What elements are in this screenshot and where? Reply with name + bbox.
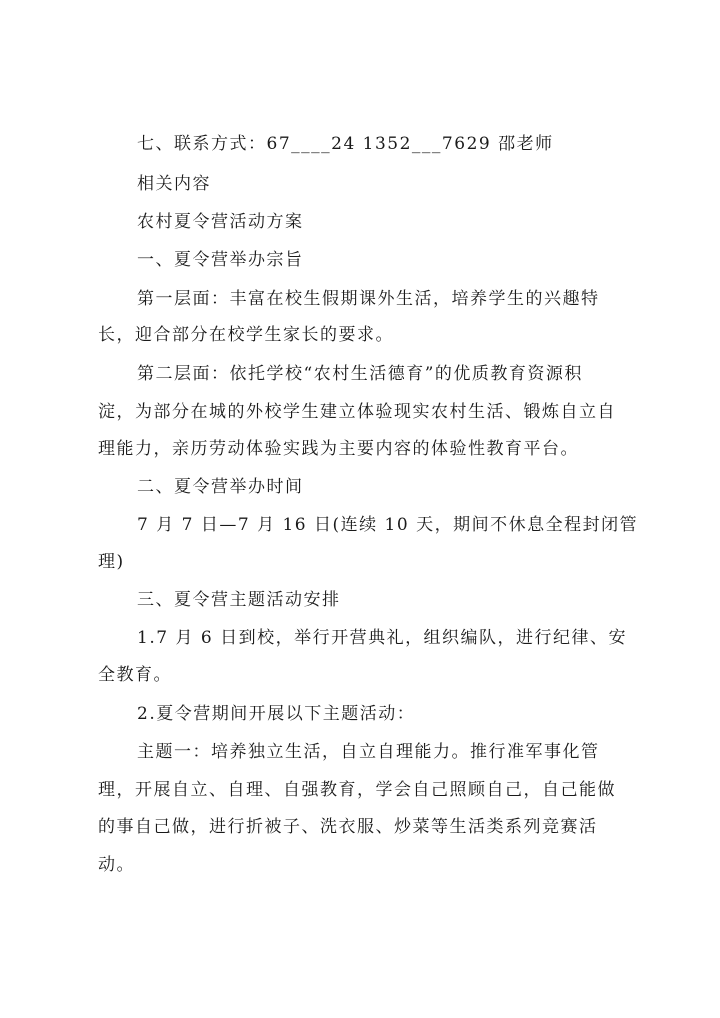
paragraph-line: 全教育。	[98, 665, 172, 685]
paragraph-line: 的事自己做，进行折被子、洗衣服、炒菜等生活类系列竞赛活	[98, 817, 598, 837]
paragraph-line: 7 月 7 日—7 月 16 日(连续 10 天，期间不休息全程封闭管	[137, 515, 639, 535]
paragraph-line: 主题一：培养独立生活，自立自理能力。推行准军事化管	[137, 742, 600, 762]
paragraph-line: 2.夏令营期间开展以下主题活动：	[137, 704, 416, 724]
document-title: 农村夏令营活动方案	[137, 212, 304, 232]
paragraph-line: 理)	[98, 552, 125, 572]
paragraph-line: 第一层面：丰富在校生假期课外生活，培养学生的兴趣特	[137, 289, 600, 309]
section-heading-time: 二、夏令营举办时间	[137, 477, 304, 497]
paragraph-line: 理，开展自立、自理、自强教育，学会自己照顾自己，自己能做	[98, 780, 616, 800]
paragraph-line: 1.7 月 6 日到校，举行开营典礼，组织编队，进行纪律、安	[137, 628, 628, 648]
contact-info-line: 七、联系方式：67____24 1352___7629 邵老师	[137, 134, 554, 154]
section-heading-purpose: 一、夏令营举办宗旨	[137, 250, 304, 270]
paragraph-line: 淀，为部分在城的外校学生建立体验现实农村生活、锻炼自立自	[98, 402, 616, 422]
section-heading-activities: 三、夏令营主题活动安排	[137, 590, 341, 610]
paragraph-line: 动。	[98, 855, 135, 875]
paragraph-line: 理能力，亲历劳动体验实践为主要内容的体验性教育平台。	[98, 439, 579, 459]
paragraph-line: 第二层面：依托学校“农村生活德育”的优质教育资源积	[137, 364, 583, 384]
paragraph-line: 长，迎合部分在校学生家长的要求。	[98, 325, 394, 345]
related-content-label: 相关内容	[137, 174, 211, 194]
